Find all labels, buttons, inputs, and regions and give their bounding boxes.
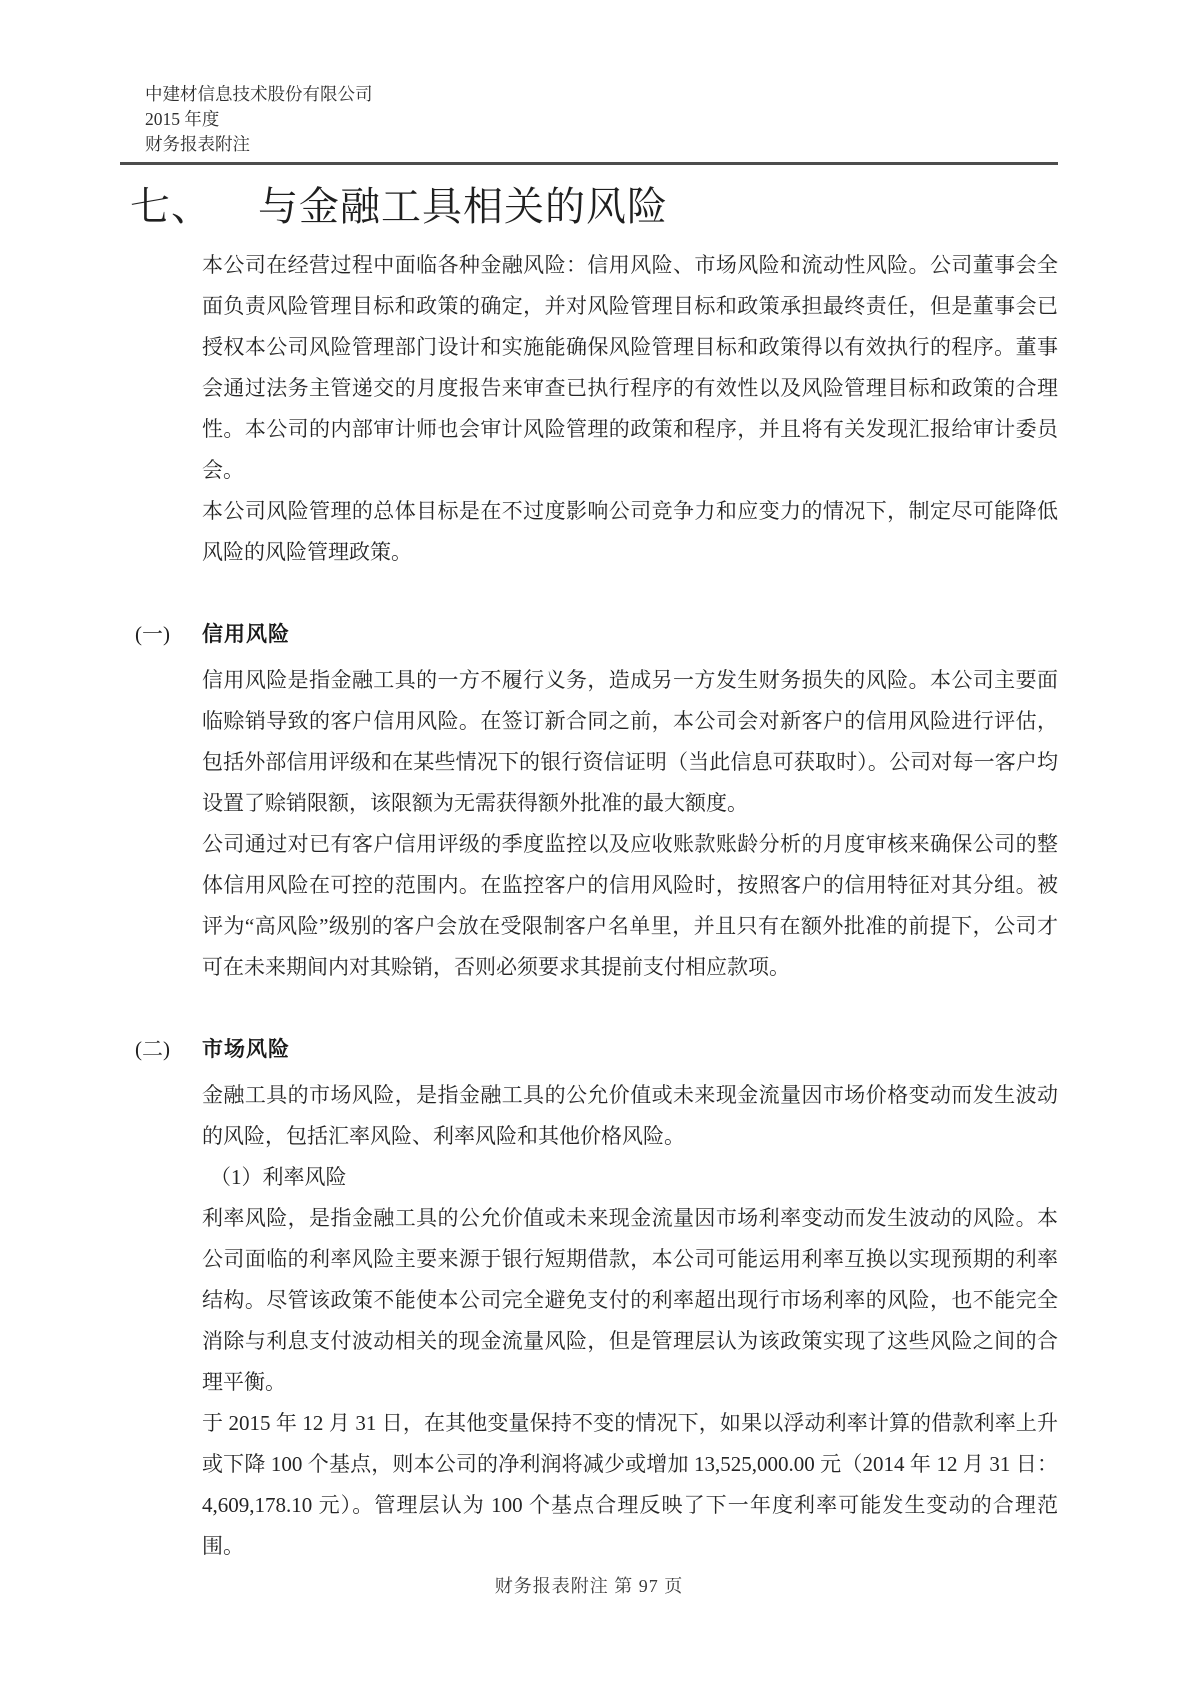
section-number: (二)	[135, 1037, 170, 1061]
page-title-number: 七、	[130, 184, 212, 229]
section-title: 市场风险	[202, 1038, 290, 1061]
document-type: 财务报表附注	[145, 134, 250, 154]
page-title	[130, 181, 1200, 233]
document-header	[145, 0, 1058, 157]
paragraph: 信用风险是指金融工具的一方不履行义务，造成另一方发生财务损失的风险。本公司主要面临赊销导致的客户信用风险。在签订新合同之前，本公司会对新客户的信用风险进行评估，包括外部信用评级和在某些情况下的银行资信证明（当此信息可获取时）。公司对每一客户均设置了赊销限额，该限额为无需获得额外批准的最大额度。	[202, 668, 1058, 815]
section-credit-risk	[0, 619, 1200, 988]
section-body	[202, 660, 1058, 988]
section-body	[202, 1075, 1058, 1567]
page-title-text: 与金融工具相关的风险	[258, 184, 668, 229]
paragraph: 公司通过对已有客户信用评级的季度监控以及应收账款账龄分析的月度审核来确保公司的整体信用风险在可控的范围内。在监控客户的信用风险时，按照客户的信用特征对其分组。被评为“高风险”级别的客户会放在受限制客户名单里，并且只有在额外批准的前提下，公司才可在未来期间内对其赊销，否则必须要求其提前支付相应款项。	[202, 832, 1058, 979]
page-footer: 财务报表附注 第 97 页	[494, 1576, 684, 1596]
section-title: 信用风险	[202, 623, 290, 646]
section-heading	[135, 619, 1058, 650]
header-divider	[120, 162, 1058, 165]
subsection-heading-interest-rate-risk: （1）利率风险	[210, 1165, 347, 1189]
company-name: 中建材信息技术股份有限公司	[145, 84, 373, 104]
section-heading	[135, 1034, 1058, 1065]
paragraph: 金融工具的市场风险，是指金融工具的公允价值或未来现金流量因市场价格变动而发生波动的风险，包括汇率风险、利率风险和其他价格风险。	[202, 1083, 1058, 1148]
section-market-risk	[0, 1034, 1200, 1567]
fiscal-year: 2015 年度	[145, 109, 220, 129]
paragraph: 利率风险，是指金融工具的公允价值或未来现金流量因市场利率变动而发生波动的风险。本公司面临的利率风险主要来源于银行短期借款，本公司可能运用利率互换以实现预期的利率结构。尽管该政策不能使本公司完全避免支付的利率超出现行市场利率的风险，也不能完全消除与利息支付波动相关的现金流量风险，但是管理层认为该政策实现了这些风险之间的合理平衡。	[202, 1206, 1058, 1394]
paragraph: 于 2015 年 12 月 31 日，在其他变量保持不变的情况下，如果以浮动利率计算的借款利率上升或下降 100 个基点，则本公司的净利润将减少或增加 13,525,000.00 元（2014 年 12 月 31 日：4,609,178.10 元）。管理层认为 100 个基点合理反映了下一年度利率可能发生变动的合理范围。	[202, 1411, 1058, 1558]
paragraph: 本公司风险管理的总体目标是在不过度影响公司竞争力和应变力的情况下，制定尽可能降低风险的风险管理政策。	[202, 499, 1058, 564]
section-number: (一)	[135, 622, 170, 646]
intro-paragraphs	[202, 245, 1058, 573]
paragraph: 本公司在经营过程中面临各种金融风险：信用风险、市场风险和流动性风险。公司董事会全面负责风险管理目标和政策的确定，并对风险管理目标和政策承担最终责任，但是董事会已授权本公司风险管理部门设计和实施能确保风险管理目标和政策得以有效执行的程序。董事会通过法务主管递交的月度报告来审查已执行程序的有效性以及风险管理目标和政策的合理性。本公司的内部审计师也会审计风险管理的政策和程序，并且将有关发现汇报给审计委员会。	[202, 253, 1058, 482]
